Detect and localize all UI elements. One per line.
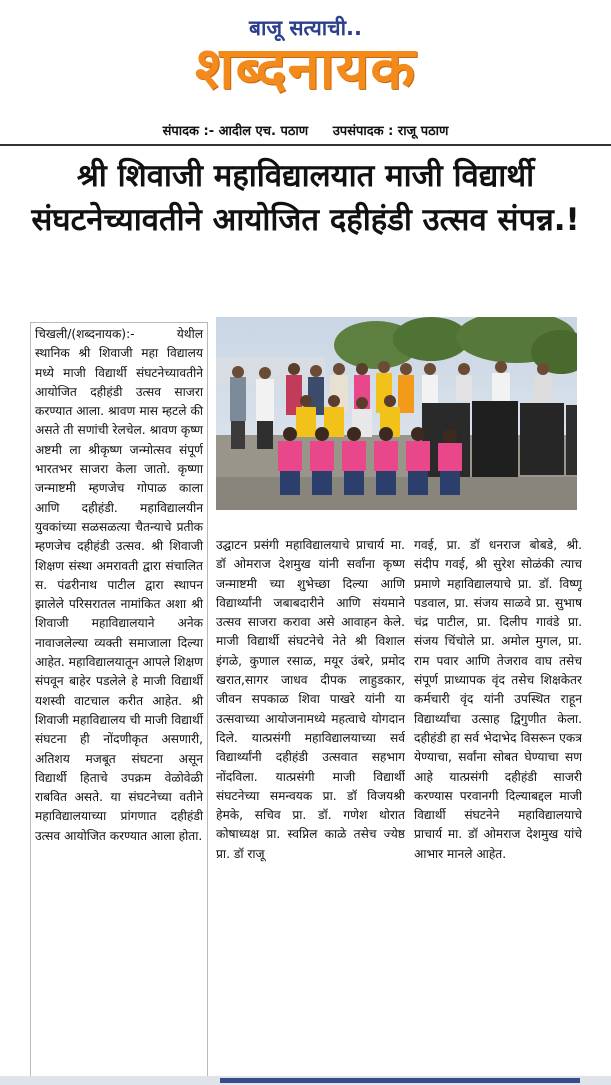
article-column-left: चिखली/(शब्दनायक):- येथील स्थानिक श्री शिवाजी महा विद्यालय मध्ये माजी विद्यार्थी संघटनेच्यावतीने आयोजित दहीहंडी उत्सव साजरा करण्यात आला. श्रावण मास म्हटले की असते ती सणांची रेलचेल. श्रावण कृष्ण अष्टमी ला श्रीकृष्ण जन्मोत्सव संपूर्ण भारतभर साजरा केला जातो. कृष्णा जन्माष्टमी म्हणजेच गोपाळ काला आणि दहीहंडी. महाविद्यालयीन युवकांच्या सळसळत्या चैतन्याचे प्रतीक म्हणजेच दहीहंडी उत्सव. श्री शिवाजी शिक्षण संस्था अमरावती द्वारा संचालित स. पंढरीनाथ पाटील द्वारा स्थापन झालेले परिसरातल नामांकित अशा श्री शिवाजी महाविद्यालयाने अनेक नावाजलेल्या व्यक्ती समाजाला दिल्या आहेत. महाविद्यालयातून आपले शिक्षण संपवून बाहेर पडलेले हे माजी विद्यार्थी यशस्वी वाटचाल करीत आहेत. श्री शिवाजी महाविद्यालय ची माजी विद्यार्थी संघटना ही नोंदणीकृत असणारी, अतिशय मजबूत संघटना असून विद्यार्थी हिताचे उपक्रम वेळोवेळी राबवित असते. या संघटनेच्या वतीने महाविद्यालयाच्या प्रांगणात दहीहंडी उत्सव आयोजित करण्यात आला होता. <box>30 322 208 1079</box>
event-photo <box>216 317 577 510</box>
staff-line <box>0 121 611 139</box>
bottom-stripe <box>220 1078 580 1083</box>
article-headline: श्री शिवाजी महाविद्यालयात माजी विद्यार्थी संघटनेच्यावतीने आयोजित दहीहंडी उत्सव संपन्न.! <box>31 158 580 238</box>
masthead <box>0 0 611 145</box>
newspaper-logo: शब्दनायक <box>195 34 416 102</box>
tagline: बाजू सत्याची.. <box>249 16 362 40</box>
article-column-middle: उद्घाटन प्रसंगी महाविद्यालयाचे प्राचार्य मा. डॉ ओमराज देशमुख यांनी सर्वांना कृष्ण जन्माष्टमी च्या शुभेच्छा दिल्या आणि विद्यार्थ्यांनी जबाबदारीने आणि संयमाने उत्सव साजरा करावा असे आवाहन केले. माजी विद्यार्थी संघटनेचे नेते श्री विशाल इंगळे, कुणाल रसाळ, मयूर उंबरे, प्रमोद खरात,सागर जाधव दीपक लाहुडकार, जीवन सपकाळ शिवा पाखरे यांनी या उत्सवाच्या आयोजनामध्ये महत्वाचे योगदान दिले. यात्प्रसंगी महाविद्यालयाच्या सर्व विद्यार्थ्यांनी दहीहंडी उत्सवात सहभाग नोंदविला. यात्प्रसंगी माजी विद्यार्थी संघटनेच्या समन्वयक प्रा. डॉ विजयश्री हेमके, सचिव प्रा. डॉ. गणेश थोरात कोषाध्यक्ष प्रा. स्वप्निल काळे तसेच ज्येष्ठ प्रा. डॉ राजू <box>216 538 405 861</box>
sub-editor-credit: उपसंपादक : राजू पठाण <box>332 124 449 139</box>
editor-credit: संपादक :- आदील एच. पठाण <box>162 124 309 139</box>
article-column-right: गवई, प्रा. डॉ धनराज बोबडे, श्री. संदीप गवई, श्री सुरेश सोळंकी त्याच प्रमाणे महाविद्यालयाचे प्रा. डॉ. विष्णू पडवाल, प्रा. संजय साळवे प्रा. सुभाष चंद्र पाटील, प्रा. दिलीप गावंडे प्रा. संजय चिंचोले प्रा. अमोल मुगल, प्रा. राम पवार आणि तेजराव वाघ तसेच संपूर्ण प्राध्यापक वृंद तसेच शिक्षकेतर कर्मचारी वृंद यांनी उपस्थित राहून विद्यार्थ्यांचा उत्साह द्विगुणीत केला. दहीहंडी हा सर्व भेदाभेद विसरून एकत्र येण्याचा, सर्वांना सोबत घेण्याचा सण आहे यात्प्रसंगी दहीहंडी साजरी करण्यास परवानगी दिल्याबद्दल माजी विद्यार्थी संघटनेने महाविद्यालयाचे प्राचार्य मा. डॉ ओमराज देशमुख यांचे आभार मानले आहेत. <box>414 538 582 861</box>
masthead-divider <box>0 144 611 146</box>
page-bottom-band <box>0 1076 611 1085</box>
